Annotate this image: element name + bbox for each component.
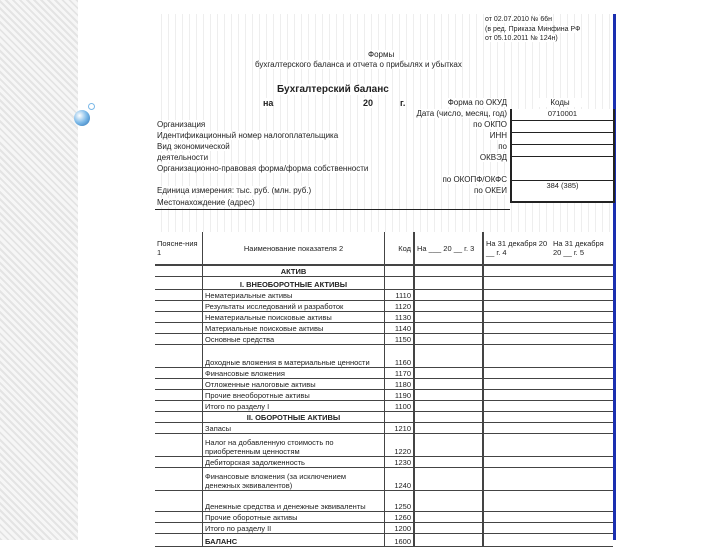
table-row: [155, 334, 613, 345]
indicator-code: 1160: [385, 345, 415, 368]
indicator-name: Дебиторская задолженность: [203, 457, 385, 468]
forms-heading: Формы: [368, 50, 395, 59]
value-cell[interactable]: [414, 312, 483, 323]
value-cell[interactable]: [483, 534, 551, 547]
table-row: [155, 390, 613, 401]
table-row: [155, 491, 613, 512]
explanation-cell[interactable]: [155, 301, 203, 312]
value-cell[interactable]: [483, 290, 551, 301]
value-cell[interactable]: [483, 412, 551, 423]
explanation-cell[interactable]: [155, 401, 203, 412]
explanation-cell[interactable]: [155, 277, 203, 290]
indicator-name: Денежные средства и денежные эквиваленты: [203, 491, 385, 512]
codes-box: [510, 109, 615, 203]
field-label: Местонахождение (адрес): [157, 198, 255, 207]
value-cell[interactable]: [414, 290, 483, 301]
value-cell[interactable]: [483, 265, 551, 277]
explanation-cell[interactable]: [155, 523, 203, 534]
field-label: Организационно-правовая форма/форма собственности: [157, 164, 369, 173]
table-row: [155, 423, 613, 434]
indicator-code: 1220: [385, 434, 415, 457]
indicator-name: Итого по разделу I: [203, 401, 385, 412]
value-cell[interactable]: [414, 345, 483, 368]
value-cell[interactable]: [551, 265, 613, 277]
explanation-cell[interactable]: [155, 534, 203, 547]
value-cell[interactable]: [551, 390, 613, 401]
value-cell[interactable]: [551, 512, 613, 523]
value-cell[interactable]: [551, 312, 613, 323]
value-cell[interactable]: [483, 468, 551, 491]
value-cell[interactable]: [414, 491, 483, 512]
code-okpo[interactable]: [512, 133, 613, 145]
field-code-label: Форма по ОКУД: [447, 98, 507, 107]
col-header-name: Наименование показателя 2: [203, 232, 385, 265]
code-okud: 0710001: [512, 109, 613, 121]
value-cell[interactable]: [414, 423, 483, 434]
value-cell[interactable]: [551, 368, 613, 379]
code-okved[interactable]: [512, 157, 613, 181]
code-date[interactable]: [512, 121, 613, 133]
value-cell[interactable]: [551, 401, 613, 412]
field-label: Идентификационный номер налогоплательщика: [157, 131, 339, 140]
value-cell[interactable]: [483, 301, 551, 312]
balance-sheet-document: [155, 14, 616, 546]
field-code-label: ОКВЭД: [479, 153, 507, 162]
codes-heading: Коды: [535, 98, 585, 107]
table-row: [155, 512, 613, 523]
table-row: [155, 323, 613, 334]
explanation-cell[interactable]: [155, 312, 203, 323]
table-row: [155, 401, 613, 412]
indicator-code: 1600: [385, 534, 415, 547]
value-cell[interactable]: [414, 334, 483, 345]
col-header-period1: На ___ 20 __ г. 3: [414, 232, 483, 265]
value-cell[interactable]: [414, 301, 483, 312]
value-cell[interactable]: [483, 277, 551, 290]
indicator-name: Прочие внеоборотные активы: [203, 390, 385, 401]
table-row: [155, 523, 613, 534]
indicator-name: БАЛАНС: [203, 534, 385, 547]
indicator-code: 1240: [385, 468, 415, 491]
value-cell[interactable]: [414, 468, 483, 491]
indicator-code: 1120: [385, 301, 415, 312]
table-row: [155, 345, 613, 368]
value-cell[interactable]: [414, 523, 483, 534]
value-cell[interactable]: [483, 379, 551, 390]
value-cell[interactable]: [414, 534, 483, 547]
value-cell[interactable]: [551, 277, 613, 290]
value-cell[interactable]: [551, 323, 613, 334]
value-cell[interactable]: [414, 434, 483, 457]
value-cell[interactable]: [414, 401, 483, 412]
col-header-explanations: Поясне-ния 1: [155, 232, 203, 265]
explanation-cell[interactable]: [155, 423, 203, 434]
indicator-code: [385, 265, 415, 277]
value-cell[interactable]: [414, 277, 483, 290]
indicator-code: 1170: [385, 368, 415, 379]
code-okei: 384 (385): [546, 181, 579, 190]
table-row: [155, 265, 613, 277]
indicator-name: Основные средства: [203, 334, 385, 345]
date-on: на: [263, 98, 274, 108]
indicator-code: 1130: [385, 312, 415, 323]
field-code-label: ИНН: [489, 131, 507, 140]
col-header-code: Код: [385, 232, 415, 265]
table-row: [155, 312, 613, 323]
field-label: Единица измерения: тыс. руб. (млн. руб.): [157, 186, 312, 195]
indicator-code: 1260: [385, 512, 415, 523]
value-cell[interactable]: [414, 390, 483, 401]
explanation-cell[interactable]: [155, 434, 203, 457]
date-g: г.: [400, 98, 406, 108]
explanation-cell[interactable]: [155, 368, 203, 379]
value-cell[interactable]: [483, 491, 551, 512]
value-cell[interactable]: [414, 265, 483, 277]
explanation-cell[interactable]: [155, 345, 203, 368]
indicator-name: Отложенные налоговые активы: [203, 379, 385, 390]
indicator-name: Финансовые вложения: [203, 368, 385, 379]
explanation-cell[interactable]: [155, 290, 203, 301]
field-code-label: по ОКЕИ: [474, 186, 507, 195]
forms-subheading: бухгалтерского баланса и отчета о прибылях и убытках: [255, 60, 462, 69]
explanation-cell[interactable]: [155, 323, 203, 334]
indicator-code: 1180: [385, 379, 415, 390]
table-row: [155, 468, 613, 491]
indicator-name: АКТИВ: [203, 265, 385, 277]
explanation-cell[interactable]: [155, 379, 203, 390]
value-cell[interactable]: [551, 412, 613, 423]
value-cell[interactable]: [551, 379, 613, 390]
indicator-name: Материальные поисковые активы: [203, 323, 385, 334]
value-cell[interactable]: [483, 345, 551, 368]
decorative-ring-icon: [88, 103, 95, 110]
table-row: [155, 457, 613, 468]
value-cell[interactable]: [483, 512, 551, 523]
explanation-cell[interactable]: [155, 512, 203, 523]
indicator-code: [385, 412, 415, 423]
value-cell[interactable]: [551, 301, 613, 312]
field-code-label: по: [498, 142, 507, 151]
approval-line: от 02.07.2010 № 66н: [485, 16, 552, 23]
field-code-label: по ОКПО: [473, 120, 507, 129]
value-cell[interactable]: [551, 468, 613, 491]
indicator-code: 1200: [385, 523, 415, 534]
field-label: Организация: [157, 120, 206, 129]
value-cell[interactable]: [551, 491, 613, 512]
explanation-cell[interactable]: [155, 390, 203, 401]
field-code-label: по ОКОПФ/ОКФС: [442, 175, 507, 184]
indicator-name: Результаты исследований и разработок: [203, 301, 385, 312]
indicator-code: 1230: [385, 457, 415, 468]
value-cell[interactable]: [551, 523, 613, 534]
indicator-code: 1250: [385, 491, 415, 512]
value-cell[interactable]: [483, 423, 551, 434]
page-title: Бухгалтерский баланс: [277, 84, 389, 95]
value-cell[interactable]: [483, 323, 551, 334]
explanation-cell[interactable]: [155, 334, 203, 345]
value-cell[interactable]: [551, 345, 613, 368]
table-row: [155, 301, 613, 312]
explanation-cell[interactable]: [155, 412, 203, 423]
table-row: [155, 434, 613, 457]
value-cell[interactable]: [551, 334, 613, 345]
code-inn[interactable]: [512, 145, 613, 157]
value-cell[interactable]: [414, 457, 483, 468]
explanation-cell[interactable]: [155, 457, 203, 468]
field-label: деятельности: [157, 153, 209, 162]
indicator-name: Нематериальные активы: [203, 290, 385, 301]
indicator-code: 1100: [385, 401, 415, 412]
value-cell[interactable]: [483, 401, 551, 412]
explanation-cell[interactable]: [155, 265, 203, 277]
decorative-stripe: [0, 0, 78, 540]
value-cell[interactable]: [414, 323, 483, 334]
indicator-name: I. ВНЕОБОРОТНЫЕ АКТИВЫ: [203, 277, 385, 290]
balance-table: [155, 232, 613, 547]
value-cell[interactable]: [483, 368, 551, 379]
value-cell[interactable]: [551, 290, 613, 301]
value-cell[interactable]: [551, 434, 613, 457]
date-year: 20: [363, 98, 374, 108]
value-cell[interactable]: [483, 457, 551, 468]
indicator-code: 1150: [385, 334, 415, 345]
indicator-code: 1140: [385, 323, 415, 334]
table-row: [155, 534, 613, 547]
field-label: Вид экономической: [157, 142, 230, 151]
value-cell[interactable]: [551, 423, 613, 434]
indicator-name: Запасы: [203, 423, 385, 434]
explanation-cell[interactable]: [155, 491, 203, 512]
approval-line: (в ред. Приказа Минфина РФ: [485, 26, 581, 33]
indicator-code: [385, 277, 415, 290]
value-cell[interactable]: [414, 512, 483, 523]
table-row: [155, 277, 613, 290]
value-cell[interactable]: [483, 312, 551, 323]
indicator-name: Налог на добавленную стоимость по приобретенным ценностям: [203, 434, 385, 457]
table-row: [155, 368, 613, 379]
decorative-orb-icon: [74, 110, 90, 126]
value-cell[interactable]: [551, 534, 613, 547]
indicator-name: Доходные вложения в материальные ценности: [203, 345, 385, 368]
indicator-name: Итого по разделу II: [203, 523, 385, 534]
indicator-code: 1110: [385, 290, 415, 301]
col-header-period2: На 31 декабря 20 __ г. 4: [483, 232, 551, 265]
indicator-code: 1190: [385, 390, 415, 401]
explanation-cell[interactable]: [155, 468, 203, 491]
value-cell[interactable]: [414, 379, 483, 390]
field-code-label: Дата (число, месяц, год): [416, 109, 507, 118]
indicator-name: Нематериальные поисковые активы: [203, 312, 385, 323]
table-row: [155, 290, 613, 301]
table-row: [155, 379, 613, 390]
indicator-code: 1210: [385, 423, 415, 434]
value-cell[interactable]: [414, 368, 483, 379]
indicator-name: II. ОБОРОТНЫЕ АКТИВЫ: [203, 412, 385, 423]
indicator-name: Финансовые вложения (за исключением денежных эквивалентов): [203, 468, 385, 491]
value-cell[interactable]: [483, 434, 551, 457]
value-cell[interactable]: [414, 412, 483, 423]
indicator-name: Прочие оборотные активы: [203, 512, 385, 523]
value-cell[interactable]: [483, 523, 551, 534]
value-cell[interactable]: [551, 457, 613, 468]
col-header-period3: На 31 декабря 20 __ г. 5: [551, 232, 613, 265]
approval-line: от 05.10.2011 № 124н): [485, 35, 558, 42]
table-row: [155, 412, 613, 423]
value-cell[interactable]: [483, 334, 551, 345]
value-cell[interactable]: [483, 390, 551, 401]
